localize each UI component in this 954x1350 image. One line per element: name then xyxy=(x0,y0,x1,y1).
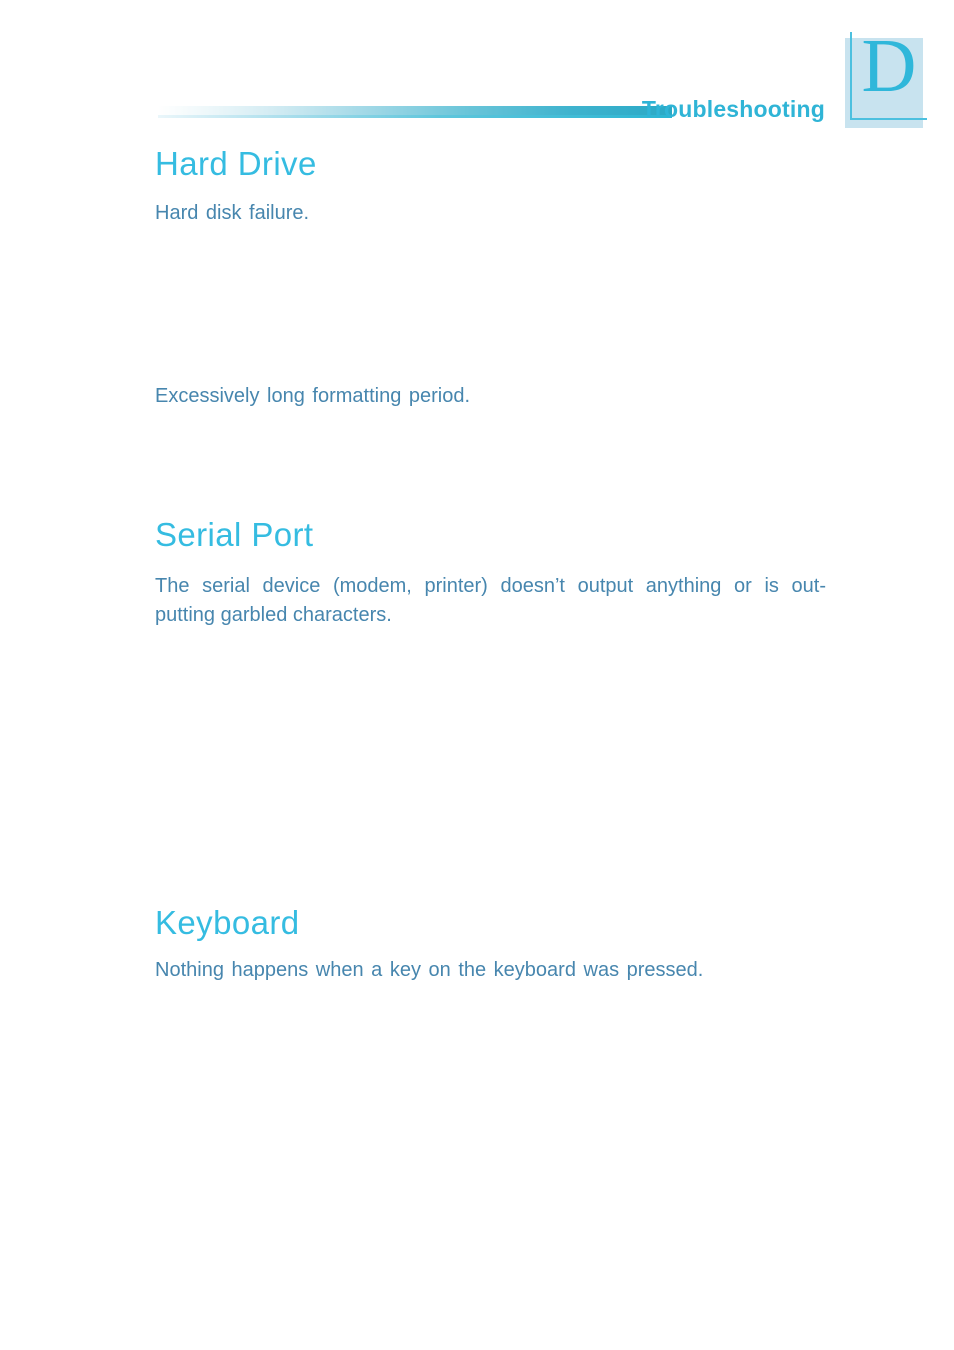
section-title-serial-port: Serial Port xyxy=(155,516,314,553)
chapter-title: Troubleshooting xyxy=(641,96,825,122)
header-rule-gradient xyxy=(158,106,672,115)
appendix-emblem-bottom-border xyxy=(850,118,927,120)
section-title-hard-drive: Hard Drive xyxy=(155,145,317,182)
appendix-letter: D xyxy=(861,24,917,108)
section-title-keyboard: Keyboard xyxy=(155,904,300,941)
paragraph-keyboard-no-response: Nothing happens when a key on the keyboard was pressed. xyxy=(155,959,704,981)
appendix-emblem-left-border xyxy=(850,32,852,120)
header-rule xyxy=(158,106,672,118)
paragraph-serial-device-line-2: putting garbled characters. xyxy=(155,604,392,626)
paragraph-hard-disk-failure: Hard disk failure. xyxy=(155,202,310,224)
paragraph-formatting-period: Excessively long formatting period. xyxy=(155,385,471,407)
paragraph-serial-device xyxy=(155,572,826,630)
paragraph-serial-device-line-1: The serial device (modem, printer) doesn’t output anything or is out- xyxy=(155,575,826,597)
header-rule-underline xyxy=(158,115,672,118)
